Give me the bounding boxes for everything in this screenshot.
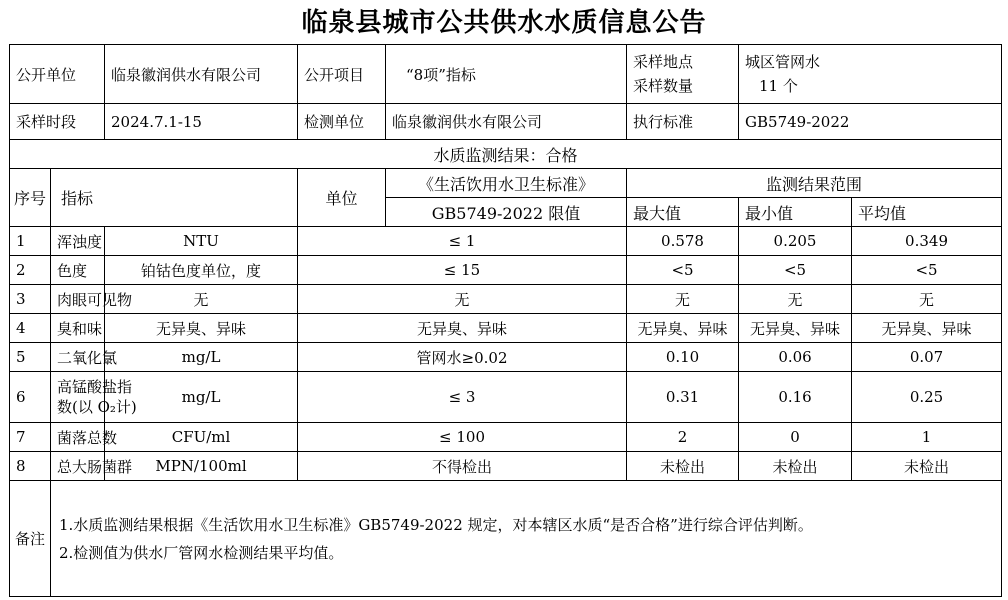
row-indicator: 色度 xyxy=(51,256,105,285)
header-range: 监测结果范围 xyxy=(627,169,1002,198)
row-min: <5 xyxy=(739,256,852,285)
header-indicator xyxy=(51,169,298,227)
row-indicator: 肉眼可见物 xyxy=(51,285,105,314)
site-label: 采样地点 xyxy=(633,53,694,71)
standard-value: GB5749-2022 xyxy=(739,104,1002,140)
row-avg: 无 xyxy=(852,285,1002,314)
note-line-2: 2.检测值为供水厂管网水检测结果平均值。 xyxy=(59,543,344,562)
header-seq: 序号 xyxy=(10,169,51,227)
row-avg: 0.25 xyxy=(852,372,1002,423)
row-unit: MPN/100ml xyxy=(105,452,298,481)
table-row xyxy=(10,314,1002,343)
row-avg: 0.349 xyxy=(852,227,1002,256)
row-max: 无 xyxy=(627,285,739,314)
header-unit: 单位 xyxy=(298,169,386,227)
summary-row xyxy=(10,140,1002,169)
header-max: 最大值 xyxy=(627,198,739,227)
row-min: 0.06 xyxy=(739,343,852,372)
table-row xyxy=(10,343,1002,372)
row-max: 0.31 xyxy=(627,372,739,423)
table-row xyxy=(10,452,1002,481)
row-unit: 无 xyxy=(105,285,298,314)
row-limit: 无异臭、异味 xyxy=(298,314,627,343)
row-seq: 6 xyxy=(10,372,51,423)
row-indicator: 总大肠菌群 xyxy=(51,452,105,481)
row-avg: 无异臭、异味 xyxy=(852,314,1002,343)
header-limit-2: GB5749-2022 限值 xyxy=(386,198,627,227)
notes-row xyxy=(10,481,1002,597)
count-label: 采样数量 xyxy=(633,77,694,95)
site-count-values xyxy=(739,45,1002,104)
pub-unit-label: 公开单位 xyxy=(10,45,105,104)
header-row-1 xyxy=(10,169,1002,198)
row-avg: <5 xyxy=(852,256,1002,285)
row-min: 无 xyxy=(739,285,852,314)
info-row-1 xyxy=(10,45,1002,104)
row-seq: 7 xyxy=(10,423,51,452)
notes-content xyxy=(51,481,1002,597)
row-indicator: 臭和味 xyxy=(51,314,105,343)
site-value: 城区管网水 xyxy=(745,53,821,71)
count-value: 11 个 xyxy=(759,77,798,95)
row-indicator: 二氧化氯 xyxy=(51,343,105,372)
row-unit: NTU xyxy=(105,227,298,256)
header-indicator-text: 指标 xyxy=(61,189,94,208)
page-title: 临泉县城市公共供水水质信息公告 xyxy=(301,8,707,38)
table-row xyxy=(10,285,1002,314)
row-max: 2 xyxy=(627,423,739,452)
row-min: 未检出 xyxy=(739,452,852,481)
row-avg: 1 xyxy=(852,423,1002,452)
row-avg: 未检出 xyxy=(852,452,1002,481)
row-seq: 8 xyxy=(10,452,51,481)
row-unit: mg/L xyxy=(105,372,298,423)
row-min: 0.16 xyxy=(739,372,852,423)
header-limit-1: 《生活饮用水卫生标准》 xyxy=(386,169,627,198)
water-quality-table xyxy=(9,44,1002,597)
row-indicator-line1: 高锰酸盐指 xyxy=(57,378,133,396)
row-min: 0 xyxy=(739,423,852,452)
row-limit: ≤ 3 xyxy=(298,372,627,423)
row-max: <5 xyxy=(627,256,739,285)
row-avg: 0.07 xyxy=(852,343,1002,372)
standard-label: 执行标准 xyxy=(627,104,739,140)
info-row-2 xyxy=(10,104,1002,140)
pub-item-label: 公开项目 xyxy=(298,45,386,104)
time-label: 采样时段 xyxy=(10,104,105,140)
site-count-labels xyxy=(627,45,739,104)
row-max: 0.578 xyxy=(627,227,739,256)
row-limit: ≤ 100 xyxy=(298,423,627,452)
note-line-1: 1.水质监测结果根据《生活饮用水卫生标准》GB5749-2022 规定，对本辖区水质“是否合格”进行综合评估判断。 xyxy=(59,515,813,534)
pub-unit-value: 临泉徽润供水有限公司 xyxy=(105,45,298,104)
row-seq: 4 xyxy=(10,314,51,343)
pub-item-value xyxy=(386,45,627,104)
table-row xyxy=(10,256,1002,285)
test-unit-value: 临泉徽润供水有限公司 xyxy=(386,104,627,140)
notes-label: 备注 xyxy=(10,481,51,597)
table-row xyxy=(10,227,1002,256)
row-limit: ≤ 15 xyxy=(298,256,627,285)
table-row xyxy=(10,423,1002,452)
row-limit: 无 xyxy=(298,285,627,314)
row-seq: 3 xyxy=(10,285,51,314)
row-max: 0.10 xyxy=(627,343,739,372)
row-unit: 无异臭、异味 xyxy=(105,314,298,343)
table-row xyxy=(10,372,1002,423)
row-seq: 2 xyxy=(10,256,51,285)
row-limit: 管网水≥0.02 xyxy=(298,343,627,372)
row-max: 未检出 xyxy=(627,452,739,481)
row-indicator-line2: 数(以 O₂计) xyxy=(57,398,137,416)
test-unit-label: 检测单位 xyxy=(298,104,386,140)
row-indicator xyxy=(51,372,137,423)
row-unit: CFU/ml xyxy=(105,423,298,452)
row-limit: 不得检出 xyxy=(298,452,627,481)
header-avg: 平均值 xyxy=(852,198,1002,227)
pub-item-text: “8项”指标 xyxy=(406,65,476,84)
row-unit: mg/L xyxy=(105,343,298,372)
row-seq: 5 xyxy=(10,343,51,372)
monitoring-summary: 水质监测结果：合格 xyxy=(10,140,1002,169)
row-indicator: 浑浊度 xyxy=(51,227,105,256)
row-max: 无异臭、异味 xyxy=(627,314,739,343)
row-seq: 1 xyxy=(10,227,51,256)
row-limit: ≤ 1 xyxy=(298,227,627,256)
row-min: 无异臭、异味 xyxy=(739,314,852,343)
row-unit: 铂钴色度单位，度 xyxy=(105,256,298,285)
row-min: 0.205 xyxy=(739,227,852,256)
header-min: 最小值 xyxy=(739,198,852,227)
row-indicator: 菌落总数 xyxy=(51,423,105,452)
time-value: 2024.7.1-15 xyxy=(105,104,298,140)
